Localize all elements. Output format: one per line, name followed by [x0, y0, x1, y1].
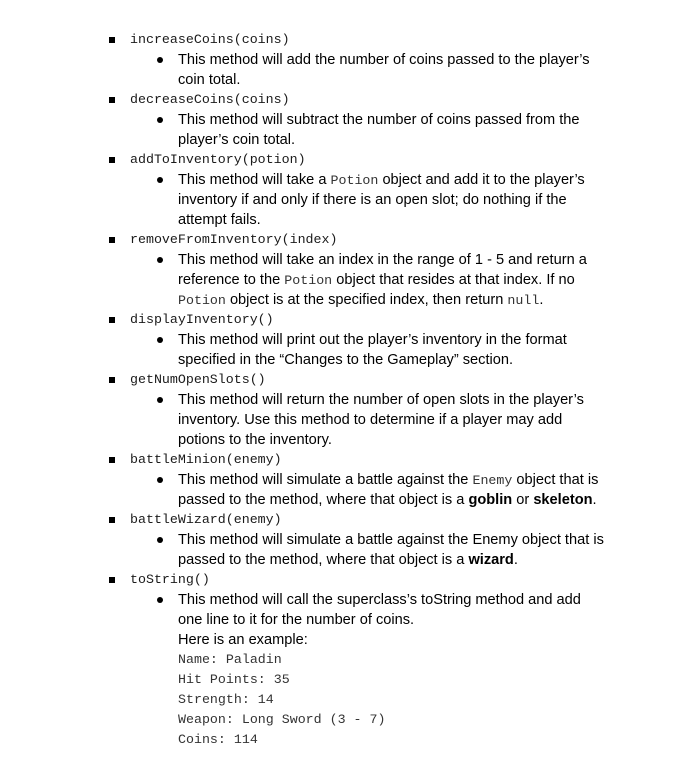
method-remove-from-inventory — [0, 230, 693, 310]
description-line: This method will take a Potion object and add it to the player’s — [178, 172, 585, 188]
square-bullet-icon — [109, 457, 115, 463]
example-line: Hit Points: 35 — [178, 672, 290, 687]
round-bullet-icon — [157, 537, 163, 543]
method-signature: removeFromInventory(index) — [0, 230, 693, 250]
method-signature: battleMinion(enemy) — [0, 450, 693, 470]
method-description — [0, 110, 693, 150]
square-bullet-icon — [109, 37, 115, 43]
square-bullet-icon — [109, 237, 115, 243]
method-add-to-inventory — [0, 150, 693, 230]
description-line: player’s coin total. — [178, 132, 296, 148]
description-line: This method will add the number of coins passed to the player’s — [178, 52, 590, 68]
description-line: This method will print out the player’s inventory in the format — [178, 332, 567, 348]
method-signature: addToInventory(potion) — [0, 150, 693, 170]
inline-code: Potion — [178, 293, 226, 308]
method-description — [0, 530, 693, 570]
method-signature: toString() — [0, 570, 693, 590]
method-battle-minion — [0, 450, 693, 510]
description-line: This method will return the number of open slots in the player’s — [178, 392, 584, 408]
method-description — [0, 50, 693, 90]
description-line: This method will simulate a battle against the Enemy object that is — [178, 472, 599, 488]
inline-code: null — [507, 293, 540, 308]
method-get-num-open-slots — [0, 370, 693, 450]
method-battle-wizard — [0, 510, 693, 570]
description-line: This method will call the superclass’s toString method and add — [178, 592, 581, 608]
square-bullet-icon — [109, 517, 115, 523]
method-signature: decreaseCoins(coins) — [0, 90, 693, 110]
description-line: Potion object is at the specified index, then return null. — [178, 292, 544, 308]
method-display-inventory — [0, 310, 693, 370]
description-line: inventory if and only if there is an open slot; do nothing if the — [178, 192, 567, 208]
square-bullet-icon — [109, 317, 115, 323]
inline-code: Potion — [330, 173, 379, 188]
round-bullet-icon — [157, 117, 163, 123]
square-bullet-icon — [109, 377, 115, 383]
bold-term: wizard — [468, 552, 514, 568]
description-line: This method will subtract the number of coins passed from the — [178, 112, 580, 128]
method-decrease-coins — [0, 90, 693, 150]
round-bullet-icon — [157, 597, 163, 603]
description-line: reference to the Potion object that resides at that index. If no — [178, 272, 575, 288]
round-bullet-icon — [157, 257, 163, 263]
method-signature: increaseCoins(coins) — [0, 30, 693, 50]
method-description — [0, 330, 693, 370]
method-signature: displayInventory() — [0, 310, 693, 330]
method-description — [0, 590, 693, 750]
method-to-string — [0, 570, 693, 750]
round-bullet-icon — [157, 57, 163, 63]
description-line: coin total. — [178, 72, 241, 88]
method-description — [0, 170, 693, 230]
round-bullet-icon — [157, 477, 163, 483]
inline-code: Enemy — [472, 473, 513, 488]
description-line: one line to it for the number of coins. — [178, 612, 415, 628]
document-body — [0, 30, 693, 750]
description-line: inventory. Use this method to determine if a player may add — [178, 412, 563, 428]
example-line: Name: Paladin — [178, 652, 282, 667]
method-description — [0, 470, 693, 510]
inline-code: Potion — [284, 273, 333, 288]
example-line: Weapon: Long Sword (3 - 7) — [178, 712, 386, 727]
example-line: Strength: 14 — [178, 692, 274, 707]
description-line: specified in the “Changes to the Gameplay” section. — [178, 352, 514, 368]
description-line: This method will simulate a battle against the Enemy object that is — [178, 532, 604, 548]
round-bullet-icon — [157, 337, 163, 343]
description-line: passed to the method, where that object is a goblin or skeleton. — [178, 492, 597, 508]
description-line: passed to the method, where that object is a wizard. — [178, 552, 518, 568]
method-signature: battleWizard(enemy) — [0, 510, 693, 530]
square-bullet-icon — [109, 157, 115, 163]
method-increase-coins — [0, 30, 693, 90]
method-description — [0, 390, 693, 450]
example-line: Coins: 114 — [178, 732, 258, 747]
bold-term: goblin — [468, 492, 513, 508]
round-bullet-icon — [157, 177, 163, 183]
description-line: This method will take an index in the range of 1 - 5 and return a — [178, 252, 587, 268]
round-bullet-icon — [157, 397, 163, 403]
square-bullet-icon — [109, 97, 115, 103]
square-bullet-icon — [109, 577, 115, 583]
method-signature: getNumOpenSlots() — [0, 370, 693, 390]
method-description — [0, 250, 693, 310]
description-line: attempt fails. — [178, 212, 261, 228]
description-line: Here is an example: — [178, 632, 308, 648]
description-line: potions to the inventory. — [178, 432, 332, 448]
example-output — [178, 650, 613, 750]
bold-term: skeleton — [533, 492, 593, 508]
